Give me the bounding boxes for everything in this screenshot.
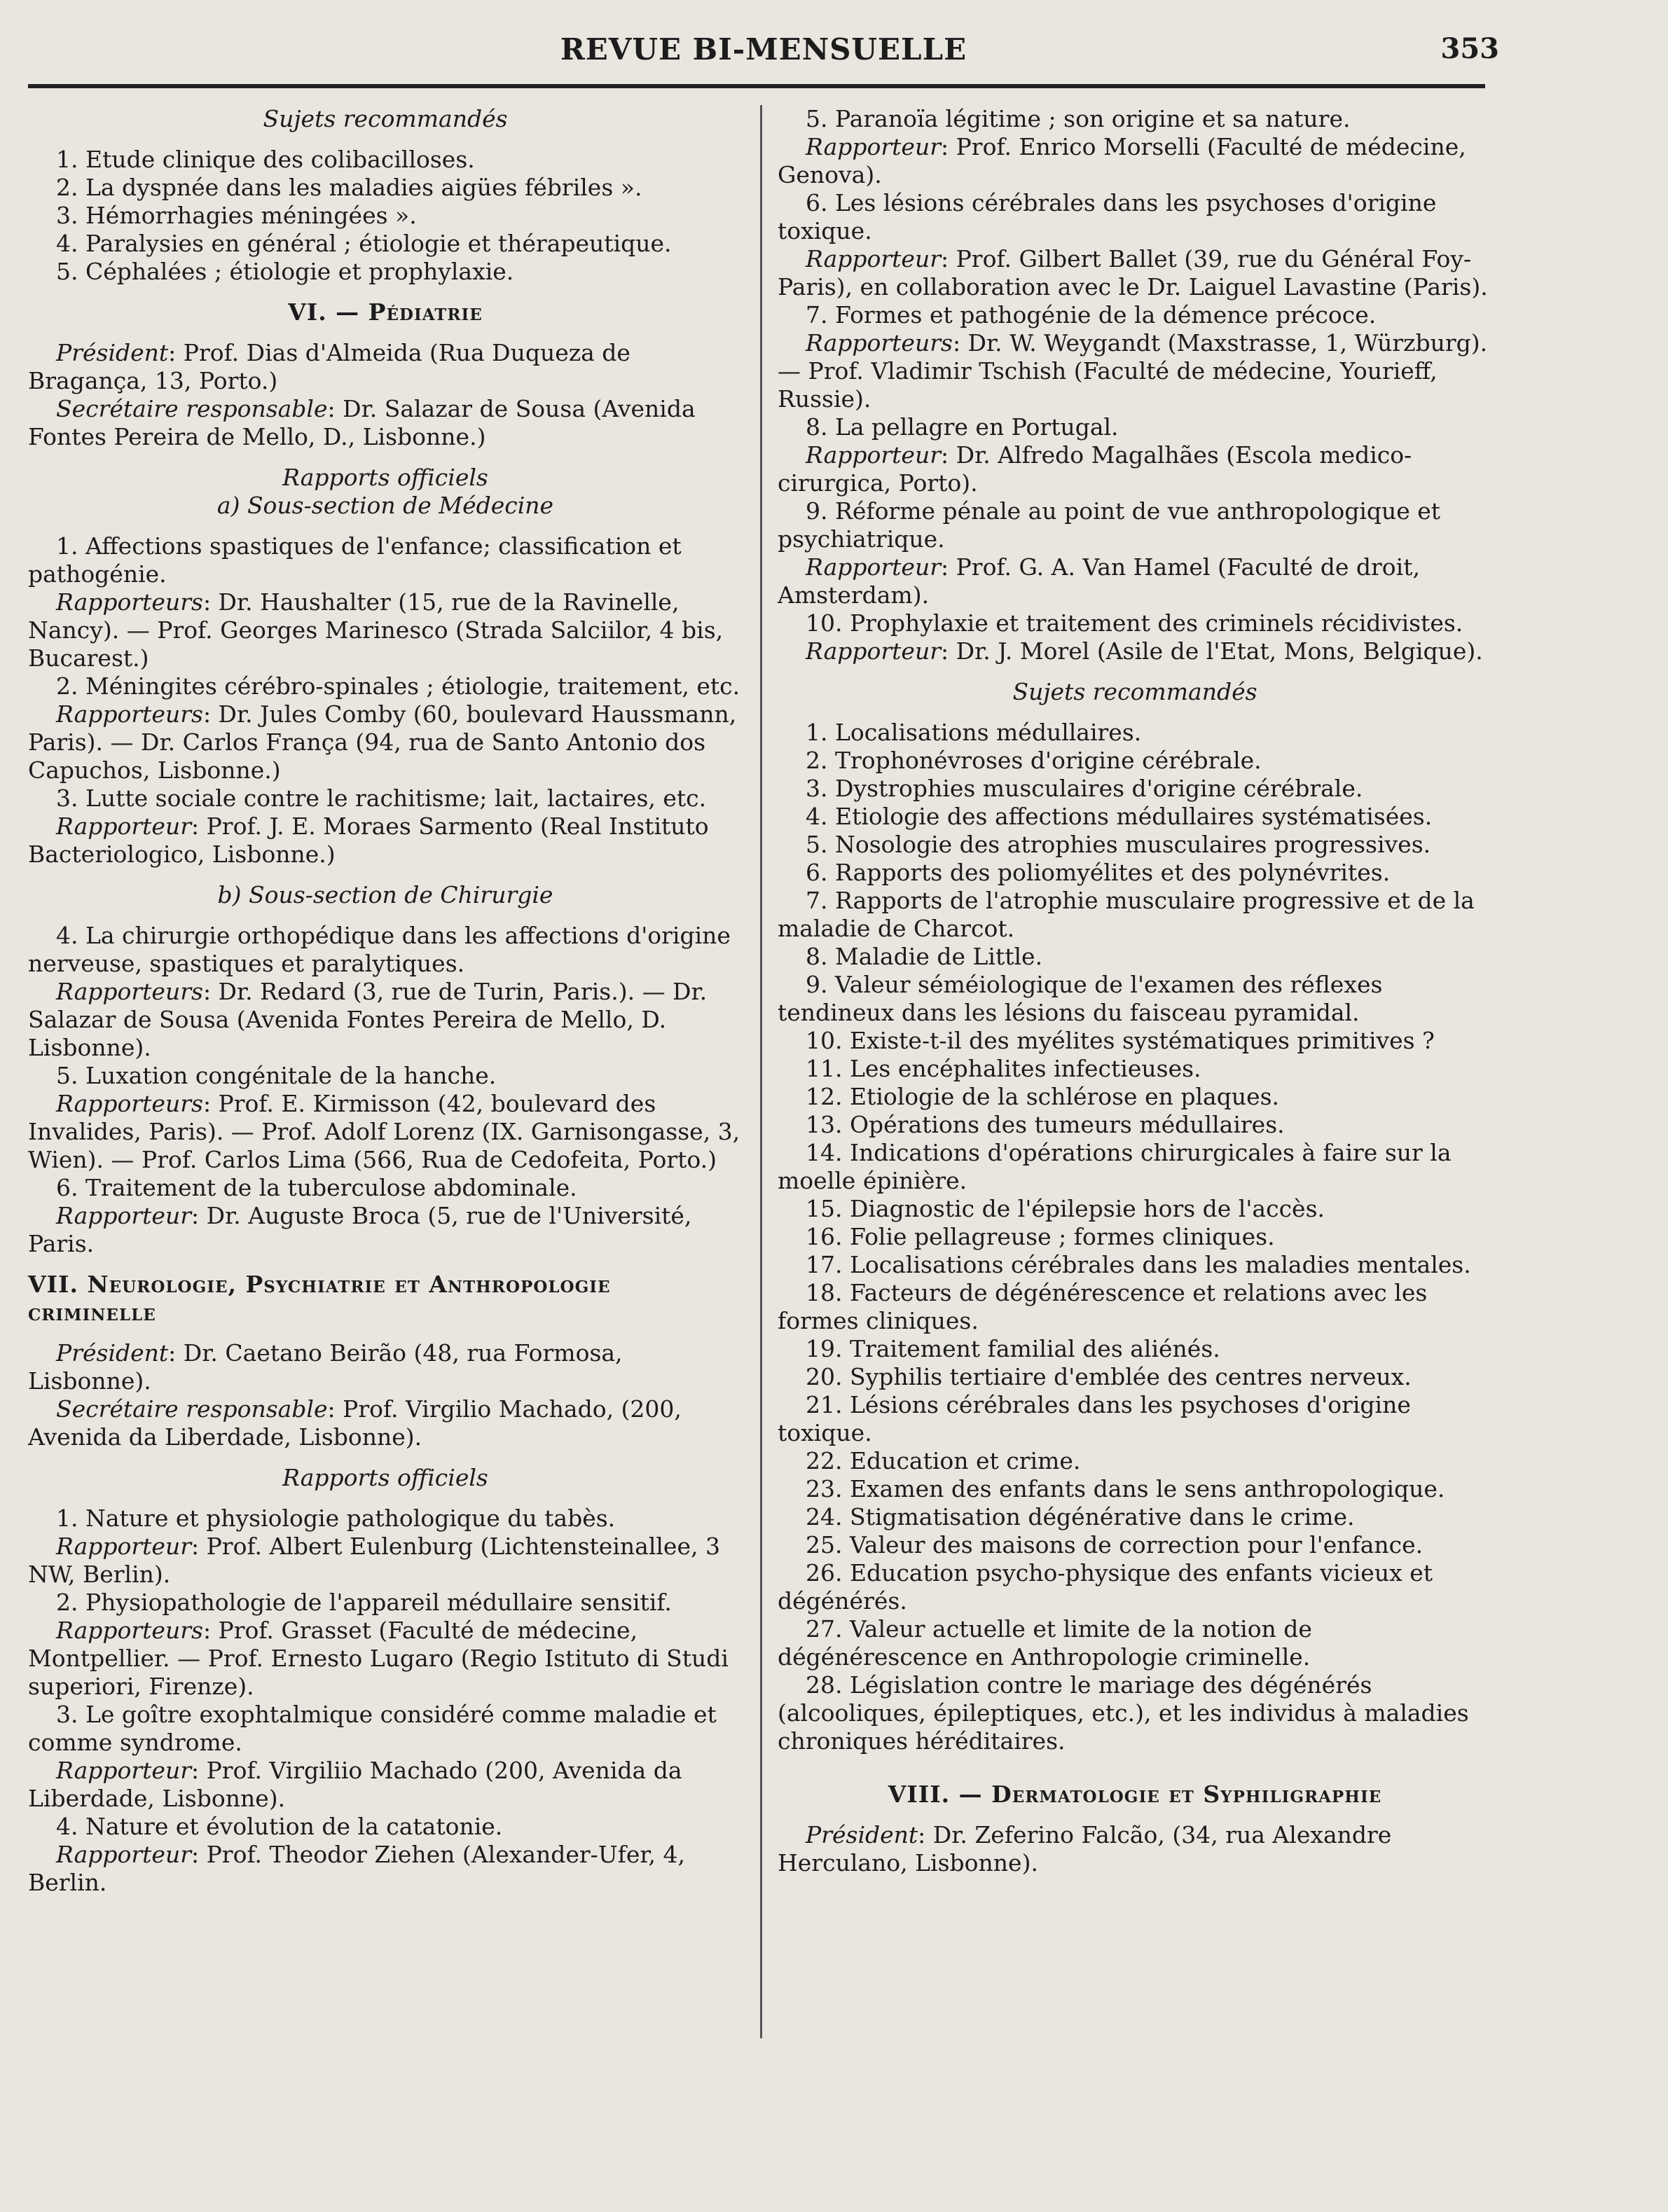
- list-item: 14. Indications d'opérations chirurgicales à faire sur la moelle épinière.: [778, 1139, 1452, 1194]
- report-item: 2. Physiopathologie de l'appareil médullaire sensitif.: [56, 1589, 672, 1616]
- list-item: 22. Education et crime.: [806, 1447, 1081, 1474]
- rapporteur-text: : Dr. Redard (3, rue de Turin, Paris.). — Dr. Salazar de Sousa (Avenida Fontes Pereira de Mello, D. Lisbonne).: [28, 978, 708, 1061]
- report-item: 7. Formes et pathogénie de la démence précoce.: [806, 301, 1377, 329]
- left-column: [28, 105, 743, 1897]
- rapporteur-label: Rapporteurs: [56, 978, 203, 1005]
- report-item: 5. Luxation congénitale de la hanche.: [56, 1062, 497, 1089]
- secretaire-text: : Prof. Virgilio Machado, (200, Avenida da Liberdade, Lisbonne).: [28, 1395, 682, 1451]
- rapporteur-text: : Prof. Virgiliio Machado (200, Avenida da Liberdade, Lisbonne).: [28, 1757, 682, 1812]
- rapporteur-label: Rapporteur: [806, 133, 941, 160]
- list-item: 19. Traitement familial des aliénés.: [806, 1335, 1220, 1362]
- report-item: 10. Prophylaxie et traitement des criminels récidivistes.: [806, 609, 1463, 637]
- page-number: 353: [1440, 32, 1499, 65]
- list-item: 2. La dyspnée dans les maladies aigües fébriles ».: [56, 174, 642, 201]
- rapporteur-line: [28, 700, 743, 784]
- sujets-heading: Sujets recommandés: [263, 105, 508, 132]
- rapporteur-line: [28, 813, 743, 869]
- rapporteur-label: Rapporteur: [806, 441, 941, 469]
- president-text: : Dr. Zeferino Falcão, (34, rua Alexandre Herculano, Lisbonne).: [778, 1821, 1392, 1876]
- rapporteur-line: [28, 1533, 743, 1589]
- president-label: Président: [56, 339, 169, 366]
- list-item: 15. Diagnostic de l'épilepsie hors de l'accès.: [806, 1195, 1325, 1222]
- section-heading-vii: VII. Neurologie, Psychiatrie et Anthropologie criminelle: [28, 1271, 611, 1326]
- rapporteur-line: [778, 133, 1492, 189]
- list-item: 4. Etiologie des affections médullaires systématisées.: [806, 803, 1433, 830]
- list-item: 21. Lésions cérébrales dans les psychoses d'origine toxique.: [778, 1391, 1411, 1446]
- president-line: [778, 1821, 1492, 1877]
- list-item: 6. Rapports des poliomyélites et des polynévrites.: [806, 859, 1391, 886]
- rapporteur-label: Rapporteur: [56, 1202, 191, 1229]
- list-item: 23. Examen des enfants dans le sens anthropologique.: [806, 1475, 1445, 1502]
- rapporteur-text: : Prof. Enrico Morselli (Faculté de médecine, Genova).: [778, 133, 1466, 188]
- list-item: 17. Localisations cérébrales dans les maladies mentales.: [806, 1251, 1471, 1278]
- sujets-heading: Sujets recommandés: [1012, 678, 1257, 705]
- header-rule: [28, 84, 1485, 88]
- subsection-a: a) Sous-section de Médecine: [216, 492, 554, 519]
- column-divider: [760, 105, 762, 2038]
- right-column: [778, 105, 1492, 1877]
- report-item: 4. Nature et évolution de la catatonie.: [56, 1813, 503, 1840]
- rapporteur-line: [28, 588, 743, 672]
- president-label: Président: [806, 1821, 918, 1848]
- list-item: 5. Nosologie des atrophies musculaires progressives.: [806, 831, 1431, 858]
- section-heading-vi: VI. — Pédiatrie: [288, 298, 483, 326]
- rapporteur-text: : Prof. Albert Eulenburg (Lichtensteinallee, 3 NW, Berlin).: [28, 1533, 720, 1588]
- subsection-b: b) Sous-section de Chirurgie: [217, 881, 553, 908]
- rapporteur-line: [778, 441, 1492, 497]
- rapporteur-text: : Prof. J. E. Moraes Sarmento (Real Instituto Bacteriologico, Lisbonne.): [28, 813, 709, 868]
- rapporteur-label: Rapporteur: [806, 553, 941, 581]
- rapporteur-label: Rapporteurs: [56, 1617, 203, 1644]
- rapporteur-line: [28, 1841, 743, 1897]
- rapporteur-line: [28, 978, 743, 1062]
- rapporteur-text: : Dr. Alfredo Magalhães (Escola medico-cirurgica, Porto).: [778, 441, 1412, 497]
- rapporteur-text: : Dr. J. Morel (Asile de l'Etat, Mons, Belgique).: [941, 637, 1483, 665]
- sujets-list: [778, 719, 1492, 1755]
- rapporteur-text: : Prof. Grasset (Faculté de médecine, Montpellier. — Prof. Ernesto Lugaro (Regio Istituto di Studi superiori, Firenze).: [28, 1617, 729, 1700]
- report-item: 6. Traitement de la tuberculose abdominale.: [56, 1174, 577, 1201]
- rapporteur-text: : Prof. Theodor Ziehen (Alexander-Ufer, 4, Berlin.: [28, 1841, 686, 1896]
- president-line: [28, 1339, 743, 1395]
- list-item: 1. Etude clinique des colibacilloses.: [56, 146, 475, 173]
- list-item: 28. Législation contre le mariage des dégénérés (alcooliques, épileptiques, etc.), et les individus à maladies chroniques héréditaires.: [778, 1671, 1469, 1755]
- list-item: 16. Folie pellagreuse ; formes cliniques.: [806, 1223, 1275, 1250]
- list-item: 9. Valeur séméiologique de l'examen des réflexes tendineux dans les lésions du faisceau pyramidal.: [778, 971, 1383, 1026]
- rapporteur-line: [778, 245, 1492, 301]
- list-item: 18. Facteurs de dégénérescence et relations avec les formes cliniques.: [778, 1279, 1428, 1334]
- section-heading-viii: VIII. — Dermatologie et Syphiligraphie: [888, 1781, 1382, 1808]
- list-item: 8. Maladie de Little.: [806, 943, 1043, 970]
- rapporteur-label: Rapporteur: [806, 245, 941, 272]
- list-item: 3. Hémorrhagies méningées ».: [56, 202, 417, 229]
- list-item: 2. Trophonévroses d'origine cérébrale.: [806, 747, 1262, 774]
- running-header: [28, 28, 1499, 73]
- president-line: [28, 339, 743, 395]
- rapporteur-label: Rapporteur: [56, 1533, 191, 1560]
- rapporteur-label: Rapporteur: [806, 637, 941, 665]
- list-item: 4. Paralysies en général ; étiologie et thérapeutique.: [56, 230, 672, 257]
- secretaire-label: Secrétaire responsable: [56, 395, 328, 422]
- list-item: 12. Etiologie de la schlérose en plaques.: [806, 1083, 1280, 1110]
- list-item: 26. Education psycho-physique des enfants vicieux et dégénérés.: [778, 1559, 1433, 1615]
- rapporteur-line: [778, 329, 1492, 413]
- report-item: 3. Le goître exophtalmique considéré comme maladie et comme syndrome.: [28, 1701, 717, 1756]
- rapporteur-text: : Prof. Gilbert Ballet (39, rue du Général Foy-Paris), en collaboration avec le Dr. Laiguel Lavastine (Paris).: [778, 245, 1488, 300]
- report-item: 3. Lutte sociale contre le rachitisme; lait, lactaires, etc.: [56, 784, 707, 812]
- rapporteur-line: [28, 1757, 743, 1813]
- journal-title: REVUE BI-MENSUELLE: [560, 32, 967, 67]
- list-item: 25. Valeur des maisons de correction pour l'enfance.: [806, 1531, 1424, 1558]
- rapporteur-label: Rapporteurs: [806, 329, 953, 357]
- rapporteur-label: Rapporteur: [56, 1841, 191, 1868]
- list-item: 11. Les encéphalites infectieuses.: [806, 1055, 1201, 1082]
- president-label: Président: [56, 1339, 169, 1367]
- report-item: 1. Affections spastiques de l'enfance; classification et pathogénie.: [28, 532, 682, 588]
- list-item: 13. Opérations des tumeurs médullaires.: [806, 1111, 1285, 1138]
- report-item: 6. Les lésions cérébrales dans les psychoses d'origine toxique.: [778, 189, 1437, 244]
- rapports-heading: Rapports officiels: [282, 1464, 488, 1491]
- rapporteur-text: : Prof. E. Kirmisson (42, boulevard des Invalides, Paris). — Prof. Adolf Lorenz (IX. Garnisongasse, 3, Wien). — Prof. Carlos Lima (566, Rua de Cedofeita, Porto.): [28, 1090, 740, 1173]
- rapporteur-line: [778, 553, 1492, 609]
- list-item: 5. Céphalées ; étiologie et prophylaxie.: [56, 258, 514, 285]
- list-item: 27. Valeur actuelle et limite de la notion de dégénérescence en Anthropologie criminelle.: [778, 1615, 1312, 1671]
- secretaire-label: Secrétaire responsable: [56, 1395, 328, 1423]
- list-item: 20. Syphilis tertiaire d'emblée des centres nerveux.: [806, 1363, 1412, 1390]
- rapports-heading: Rapports officiels: [282, 464, 488, 491]
- rapporteur-line: [28, 1090, 743, 1174]
- rapporteur-label: Rapporteur: [56, 813, 191, 840]
- list-item: 10. Existe-t-il des myélites systématiques primitives ?: [806, 1027, 1435, 1054]
- president-text: : Prof. Dias d'Almeida (Rua Duqueza de Bragança, 13, Porto.): [28, 339, 630, 394]
- rapporteur-label: Rapporteurs: [56, 1090, 203, 1117]
- list-item: 24. Stigmatisation dégénérative dans le crime.: [806, 1503, 1355, 1530]
- rapporteur-label: Rapporteurs: [56, 700, 203, 728]
- report-item: 4. La chirurgie orthopédique dans les affections d'origine nerveuse, spastiques et paralytiques.: [28, 922, 731, 977]
- sujets-list: [28, 146, 743, 286]
- rapporteur-line: [28, 1617, 743, 1701]
- rapporteur-label: Rapporteurs: [56, 588, 203, 616]
- secretaire-line: [28, 1395, 743, 1451]
- report-item: 8. La pellagre en Portugal.: [806, 413, 1119, 441]
- list-item: 3. Dystrophies musculaires d'origine cérébrale.: [806, 775, 1363, 802]
- report-item: 9. Réforme pénale au point de vue anthropologique et psychiatrique.: [778, 497, 1441, 553]
- president-text: : Dr. Caetano Beirão (48, rua Formosa, Lisbonne).: [28, 1339, 623, 1395]
- rapporteur-line: [28, 1202, 743, 1258]
- report-item: 1. Nature et physiologie pathologique du tabès.: [56, 1505, 616, 1532]
- secretaire-line: [28, 395, 743, 451]
- rapporteur-text: : Dr. Jules Comby (60, boulevard Haussmann, Paris). — Dr. Carlos França (94, rua de Santo Antonio dos Capuchos, Lisbonne.): [28, 700, 737, 784]
- secretaire-text: : Dr. Salazar de Sousa (Avenida Fontes Pereira de Mello, D., Lisbonne.): [28, 395, 696, 450]
- rapporteur-text: : Dr. W. Weygandt (Maxstrasse, 1, Würzburg). — Prof. Vladimir Tschish (Faculté de médecine, Yourieff, Russie).: [778, 329, 1488, 413]
- rapporteur-text: : Prof. G. A. Van Hamel (Faculté de droit, Amsterdam).: [778, 553, 1420, 609]
- rapporteur-label: Rapporteur: [56, 1757, 191, 1784]
- list-item: 1. Localisations médullaires.: [806, 719, 1142, 746]
- report-item: 5. Paranoïa légitime ; son origine et sa nature.: [806, 105, 1351, 132]
- rapporteur-line: [778, 637, 1492, 665]
- rapporteur-text: : Dr. Auguste Broca (5, rue de l'Université, Paris.: [28, 1202, 692, 1257]
- list-item: 7. Rapports de l'atrophie musculaire progressive et de la maladie de Charcot.: [778, 887, 1475, 942]
- rapporteur-text: : Dr. Haushalter (15, rue de la Ravinelle, Nancy). — Prof. Georges Marinesco (Strada Salciilor, 4 bis, Bucarest.): [28, 588, 724, 672]
- report-item: 2. Méningites cérébro-spinales ; étiologie, traitement, etc.: [56, 672, 740, 700]
